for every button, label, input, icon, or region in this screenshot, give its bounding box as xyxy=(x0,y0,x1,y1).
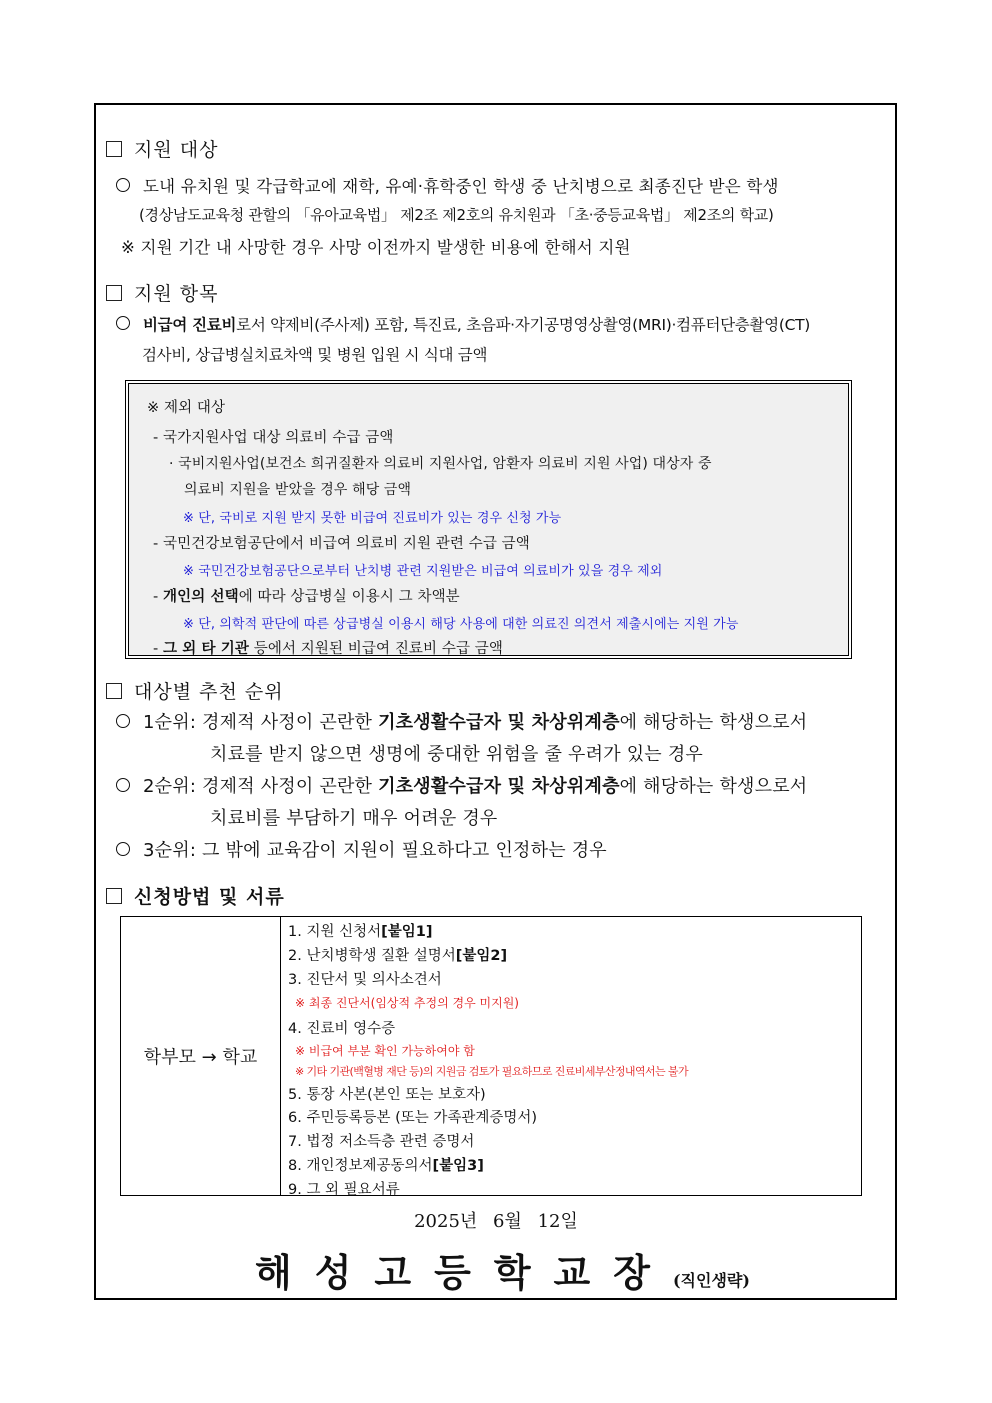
exclusion-item-1: - 국가지원사업 대상 의료비 수급 금액 xyxy=(153,430,394,446)
doc-item-1: 1. 지원 신청서[붙임1] xyxy=(288,924,433,940)
circle-bullet-icon xyxy=(116,842,130,856)
exclusions-box xyxy=(125,380,852,659)
exclusion-sub-1-cont: 의료비 지원을 받았을 경우 해당 금액 xyxy=(184,482,412,498)
target-bullet: 도내 유치원 및 각급학교에 재학, 유예·휴학중인 학생 중 난치병으로 최종진단 받은 학생 xyxy=(116,173,779,197)
items-line2: 검사비, 상급병실치료차액 및 병원 입원 시 식대 금액 xyxy=(142,346,488,364)
doc-item-9: 9. 그 외 필요서류 xyxy=(288,1182,400,1198)
exclusion-item-2: - 국민건강보험공단에서 비급여 의료비 지원 관련 수급 금액 xyxy=(153,536,530,552)
document-date: 2025년 6월 12일 xyxy=(414,1211,578,1232)
checkbox-square-icon xyxy=(106,888,122,904)
circle-bullet-icon xyxy=(116,778,130,792)
doc-item-6: 6. 주민등록등본 (또는 가족관계증명서) xyxy=(288,1110,538,1126)
exclusion-note-1: ※ 단, 국비로 지원 받지 못한 비급여 진료비가 있는 경우 신청 가능 xyxy=(183,511,562,526)
exclusion-item-3: - 개인의 선택에 따라 상급병실 이용시 그 차액분 xyxy=(153,589,460,605)
priority-rank-1-cont: 치료를 받지 않으면 생명에 중대한 위험을 줄 우려가 있는 경우 xyxy=(210,744,703,765)
doc-item-3: 3. 진단서 및 의사소견서 xyxy=(288,972,442,988)
section-title-application: 신청방법 및 서류 xyxy=(106,882,285,909)
exclusion-sub-1: · 국비지원사업(보건소 희귀질환자 의료비 지원사업, 암환자 의료비 지원 사업) 대상자 중 xyxy=(169,456,712,472)
doc-item-8: 8. 개인정보제공동의서[붙임3] xyxy=(288,1158,484,1174)
doc-note-4b: ※ 기타 기관(백혈병 재단 등)의 지원금 검토가 필요하므로 진료비세부산정내역서는 불가 xyxy=(295,1065,688,1078)
section-title-priority: 대상별 추천 순위 xyxy=(106,677,284,704)
priority-rank-1: 1순위: 경제적 사정이 곤란한 기초생활수급자 및 차상위계층에 해당하는 학생으로서 xyxy=(116,708,807,734)
doc-item-5: 5. 통장 사본(본인 또는 보호자) xyxy=(288,1087,486,1103)
application-flow: 학부모 → 학교 xyxy=(121,917,281,1195)
target-sub: (경상남도교육청 관할의 「유아교육법」 제2조 제2호의 유치원과 「초·중등교육법」 제2조의 학교) xyxy=(139,206,774,224)
exclusion-note-2: ※ 국민건강보험공단으로부터 난치병 관련 지원받은 비급여 의료비가 있을 경우 제외 xyxy=(183,564,663,579)
signer-block xyxy=(255,1242,750,1297)
circle-bullet-icon xyxy=(116,714,130,728)
items-bullet: 비급여 진료비로서 약제비(주사제) 포함, 특진료, 초음파·자기공명영상촬영(MRI)·컴퓨터단층촬영(CT) xyxy=(116,313,810,335)
doc-note-4a: ※ 비급여 부분 확인 가능하여야 함 xyxy=(295,1044,475,1058)
exclusions-title: ※ 제외 대상 xyxy=(147,400,226,416)
checkbox-square-icon xyxy=(106,141,122,157)
doc-note-3: ※ 최종 진단서(임상적 추정의 경우 미지원) xyxy=(295,996,519,1010)
section-title-items: 지원 항목 xyxy=(106,279,218,306)
seal-note: (직인생략) xyxy=(672,1271,750,1290)
doc-item-4: 4. 진료비 영수증 xyxy=(288,1021,396,1037)
section-title-target: 지원 대상 xyxy=(106,135,218,162)
doc-item-2: 2. 난치병학생 질환 설명서[붙임2] xyxy=(288,948,508,964)
priority-rank-2: 2순위: 경제적 사정이 곤란한 기초생활수급자 및 차상위계층에 해당하는 학생으로서 xyxy=(116,772,807,798)
target-note: ※ 지원 기간 내 사망한 경우 사망 이전까지 발생한 비용에 한해서 지원 xyxy=(121,238,631,257)
priority-rank-3: 3순위: 그 밖에 교육감이 지원이 필요하다고 인정하는 경우 xyxy=(116,836,607,862)
checkbox-square-icon xyxy=(106,285,122,301)
exclusion-item-4: - 그 외 타 기관 등에서 지원된 비급여 진료비 수급 금액 xyxy=(153,641,503,657)
circle-bullet-icon xyxy=(116,316,130,330)
circle-bullet-icon xyxy=(116,178,130,192)
signer-name: 해성고등학교장 xyxy=(255,1250,673,1295)
checkbox-square-icon xyxy=(106,683,122,699)
application-table xyxy=(120,916,862,1196)
doc-item-7: 7. 법정 저소득층 관련 증명서 xyxy=(288,1134,475,1150)
exclusion-note-3: ※ 단, 의학적 판단에 따른 상급병실 이용시 해당 사용에 대한 의료진 의견서 제출시에는 지원 가능 xyxy=(183,617,739,632)
priority-rank-2-cont: 치료비를 부담하기 매우 어려운 경우 xyxy=(210,808,498,829)
